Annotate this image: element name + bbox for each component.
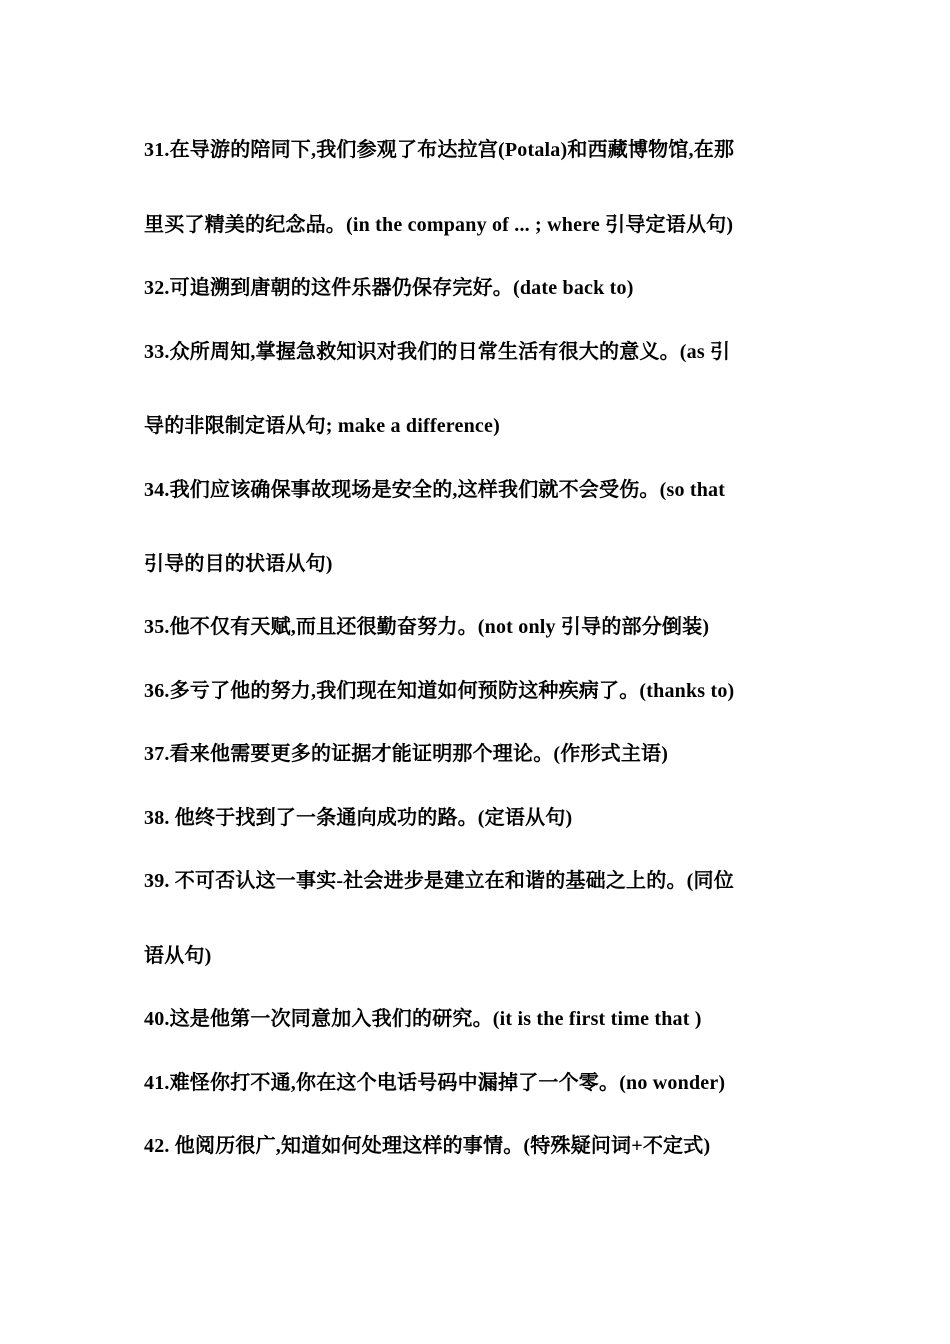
sentence-40: 40.这是他第一次同意加入我们的研究。(it is the first time that ) [144,1008,702,1030]
sentence-33-line-1: 33.众所周知,掌握急救知识对我们的日常生活有很大的意义。(as 引 [144,341,731,363]
sentence-32: 32.可追溯到唐朝的这件乐器仍保存完好。(date back to) [144,277,634,299]
sentence-35: 35.他不仅有天赋,而且还很勤奋努力。(not only 引导的部分倒装) [144,616,710,638]
sentence-38: 38. 他终于找到了一条通向成功的路。(定语从句) [144,807,573,829]
sentence-31-line-1: 31.在导游的陪同下,我们参观了布达拉宫(Potala)和西藏博物馆,在那 [144,139,735,161]
sentence-39-line-2: 语从句) [144,945,212,967]
sentence-37: 37.看来他需要更多的证据才能证明那个理论。(作形式主语) [144,743,669,765]
sentence-39-line-1: 39. 不可否认这一事实-社会进步是建立在和谐的基础之上的。(同位 [144,870,734,892]
sentence-31-line-2: 里买了精美的纪念品。(in the company of ... ; where 引导定语从句) [144,214,734,236]
sentence-34-line-1: 34.我们应该确保事故现场是安全的,这样我们就不会受伤。(so that [144,479,726,501]
sentence-34-line-2: 引导的目的状语从句) [144,553,333,575]
sentence-41: 41.难怪你打不通,你在这个电话号码中漏掉了一个零。(no wonder) [144,1072,726,1094]
sentence-42: 42. 他阅历很广,知道如何处理这样的事情。(特殊疑问词+不定式) [144,1135,711,1157]
sentence-33-line-2: 导的非限制定语从句; make a difference) [144,415,500,437]
sentence-36: 36.多亏了他的努力,我们现在知道如何预防这种疾病了。(thanks to) [144,680,735,702]
